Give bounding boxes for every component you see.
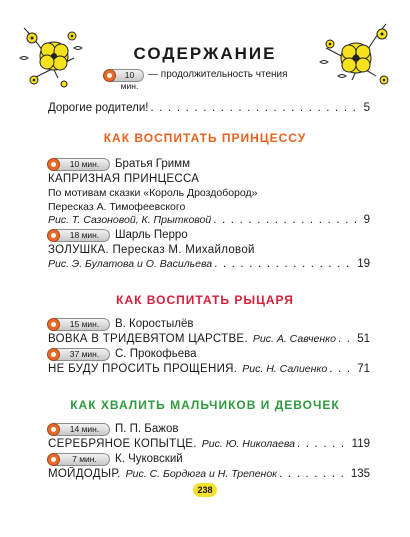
toc-page-number: 9 — [363, 214, 370, 226]
toc-author: В. Коростылёв — [115, 318, 194, 330]
toc-entry[interactable]: ВОВКА В ТРИДЕВЯТОМ ЦАРСТВЕ. Рис. А. Савченко . . . 51 — [48, 332, 370, 346]
toc-entry-subtitle: По мотивам сказки «Король Дроздобород» — [48, 187, 258, 199]
section-heading-praise: КАК ХВАЛИТЬ МАЛЬЧИКОВ И ДЕВОЧЕК — [70, 398, 340, 412]
toc-entry-illus: Рис. Т. Сазоновой, К. Прытковой . . . 9 — [48, 213, 370, 227]
legend-text: — продолжительность чтения — [148, 69, 288, 80]
reading-time-pill: 15 мин. — [48, 318, 110, 331]
page-title: СОДЕРЖАНИЕ — [133, 44, 277, 63]
toc-author: П. П. Бажов — [115, 423, 179, 435]
toc-entry-illus: Рис. Э. Булатова и О. Васильева . . . 19 — [48, 257, 370, 271]
toc-entry[interactable]: СЕРЕБРЯНОЕ КОПЫТЦЕ. Рис. Ю. Николаева . . . 119 — [48, 437, 370, 451]
toc-page-number: 119 — [351, 438, 370, 450]
reading-time-pill: 37 мин. — [48, 348, 110, 361]
toc-page-number: 71 — [357, 363, 370, 375]
toc-author: С. Прокофьева — [115, 348, 197, 360]
toc-entry[interactable]: МОЙДОДЫР. Рис. С. Бордюга и Н. Трепенок . . . 135 — [48, 467, 370, 481]
toc-page-number: 5 — [363, 102, 370, 114]
page-number-badge: 238 — [193, 483, 217, 497]
reading-time-pill: 18 мин. — [48, 229, 110, 242]
toc-author: Шарль Перро — [115, 229, 188, 241]
toc-author: Братья Гримм — [115, 158, 190, 170]
reading-time-pill: 7 мин. — [48, 453, 110, 466]
clock-icon — [47, 423, 60, 436]
toc-entry-title[interactable]: КАПРИЗНАЯ ПРИНЦЕССА — [48, 173, 200, 185]
clock-icon — [103, 69, 116, 82]
reading-time-label: 10 мин. — [120, 70, 139, 91]
toc-page-number: 19 — [357, 258, 370, 270]
toc-entry-title: ВОВКА В ТРИДЕВЯТОМ ЦАРСТВЕ. — [48, 333, 248, 345]
section-heading-knight: КАК ВОСПИТАТЬ РЫЦАРЯ — [116, 293, 294, 307]
clock-icon — [47, 229, 60, 242]
reading-time-pill: 10 мин. — [48, 158, 110, 171]
toc-entry-title: МОЙДОДЫР. — [48, 468, 121, 480]
clock-icon — [47, 348, 60, 361]
clock-icon — [47, 158, 60, 171]
toc-entry-credit: Пересказ А. Тимофеевского — [48, 201, 186, 213]
toc-page-number: 51 — [357, 333, 370, 345]
toc-entry[interactable]: НЕ БУДУ ПРОСИТЬ ПРОЩЕНИЯ. Рис. Н. Салиенко . . . 71 — [48, 362, 370, 376]
toc-page-number: 135 — [350, 468, 370, 480]
toc-entry-title: Дорогие родители! — [48, 102, 149, 114]
clock-icon — [47, 318, 60, 331]
section-heading-princess: КАК ВОСПИТАТЬ ПРИНЦЕССУ — [103, 131, 307, 145]
reading-time-pill: 14 мин. — [48, 423, 110, 436]
clock-icon — [47, 453, 60, 466]
toc-entry-title: НЕ БУДУ ПРОСИТЬ ПРОЩЕНИЯ. — [48, 363, 238, 375]
reading-time-pill — [104, 69, 144, 91]
toc-entry-intro[interactable] — [48, 101, 370, 115]
toc-entry-title[interactable]: ЗОЛУШКА. Пересказ М. Михайловой — [48, 244, 255, 256]
toc-entry-title: СЕРЕБРЯНОЕ КОПЫТЦЕ. — [48, 438, 197, 450]
toc-author: К. Чуковский — [115, 453, 183, 465]
